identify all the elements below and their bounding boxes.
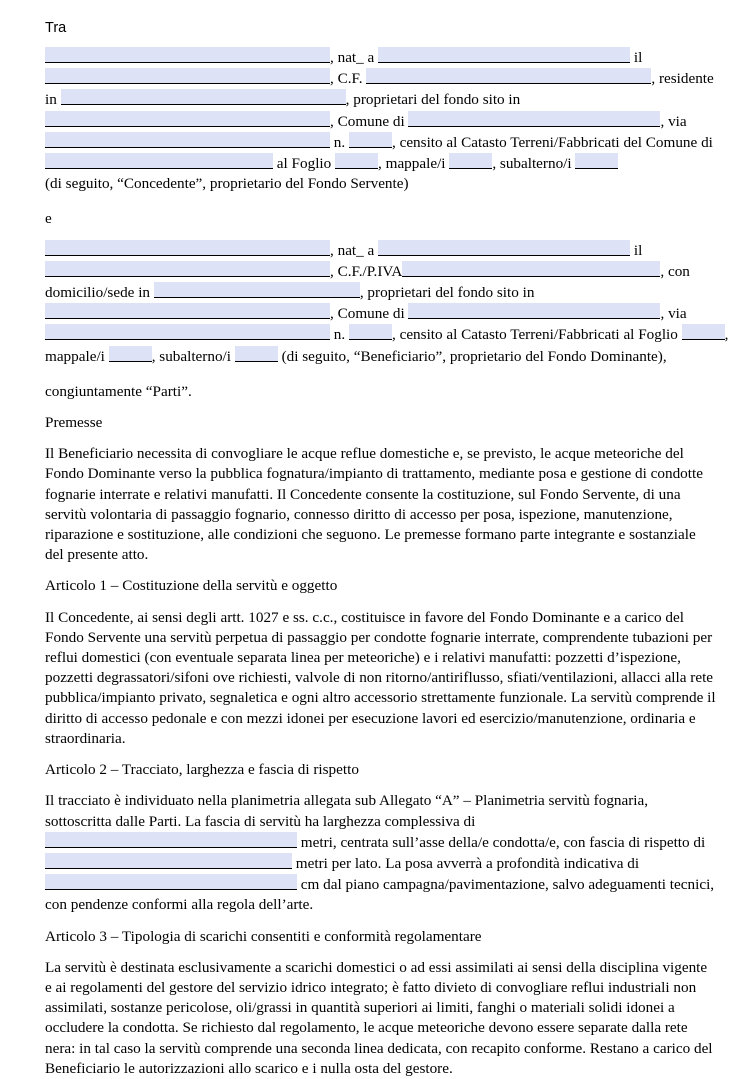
label-civico-1: n. [333, 133, 346, 151]
articolo-3-body: La servitù è destinata esclusivamente a scarichi domestici o ad essi assimilati ai sensi della disciplina vigente e ai regolamenti del gestore del servizio idrico integrato; è fatto divieto di convogliare reflui industriali non assimilati, sostanze pericolose, oli/grassi in quantità superiori ai limiti, fanghi o materiali solidi idonei a occludere la condotta. Se richiesto dal regolamento, le acque meteoriche devono essere separate dalla rete nera: in tal caso la servitù comprende una seconda linea dedicata, con recapito conforme. Restano a carico del Beneficiario le autorizzazioni allo scarico e i nulla osta del gestore. [45, 958, 713, 1077]
spacer-after-party2 [45, 369, 731, 382]
party-concedente-block [45, 47, 729, 194]
party-beneficiario-block [45, 240, 729, 367]
field-beneficiario-via[interactable] [45, 324, 330, 340]
label-il-2: il [633, 241, 643, 259]
heading-premesse: Premesse [45, 414, 103, 432]
label-via-1: , via [660, 112, 687, 130]
label-residente-1: , residente in [45, 70, 714, 109]
label-cf-piva-2: , C.F./P.IVA [330, 262, 403, 280]
label-di-1: di [701, 133, 713, 151]
field-concedente-mappale[interactable] [449, 153, 492, 169]
articolo-2-seg-3: rispetto di [644, 833, 706, 851]
section-label-e: e [45, 210, 52, 228]
label-subalterno-2: , subalterno/i [151, 347, 231, 365]
field-concedente-residenza[interactable] [61, 89, 346, 105]
section-label-tra: Tra [45, 20, 67, 36]
label-proprietari-1: , proprietari del fondo sito in [345, 91, 521, 109]
label-qualifica-beneficiario: (di seguito, “Beneficiario”, proprietario del Fondo [281, 347, 587, 365]
label-comune-di-1: , Comune di [330, 112, 405, 130]
joint-parties-label: congiuntamente “Parti”. [45, 382, 192, 400]
field-beneficiario-fondo-sito[interactable] [45, 303, 330, 319]
field-beneficiario-data-nascita[interactable] [45, 261, 330, 277]
label-civico-2: n. [333, 326, 346, 344]
field-beneficiario-codice-fiscale-piva[interactable] [402, 261, 660, 277]
premesse-body: Il Beneficiario necessita di convogliare le acque reflue domestiche e, se previsto, le acque meteoriche del Fondo Dominante verso la pubblica fognatura/impianto di trattamento, mediante posa e gestione di condotte fognarie interrate e relativi manufatti. Il Concedente consente la costituzione, sul Fondo Servente, di una servitù volontaria di passaggio fognario, connesso diritto di accesso per posa, ispezione, manutenzione, riparazione e sostituzione, alle condizioni che seguono. Le premesse formano parte integrante e sostanziale del presente atto. [45, 445, 703, 564]
spacer-after-party1 [45, 196, 731, 209]
field-beneficiario-comune[interactable] [408, 303, 660, 319]
heading-articolo-3: Articolo 3 – Tipologia di scarichi consentiti e conformità regolamentare [45, 927, 482, 945]
label-nat-a-2: , nat_ a [330, 241, 375, 259]
field-concedente-subalterno[interactable] [575, 153, 618, 169]
field-larghezza-fascia[interactable] [45, 832, 297, 848]
label-via-2: , via [660, 305, 687, 323]
articolo-2-seg-7: adeguamenti tecnici, con pendenze conformi alla regola dell’arte. [45, 876, 715, 914]
label-comune-di-2: , Comune di [330, 305, 405, 323]
articolo-2-seg-2: metri, centrata sull’asse della/e condotta/e, con fascia di [300, 833, 641, 851]
articolo-2-seg-4: metri per lato. La posa avverrà a profondità [295, 854, 560, 872]
articolo-2-body [45, 791, 717, 915]
label-mappale-2: , mappale/i [45, 326, 729, 365]
field-beneficiario-mappale[interactable] [109, 346, 152, 362]
field-concedente-via[interactable] [45, 132, 330, 148]
field-concedente-comune[interactable] [408, 111, 660, 127]
articolo-1-body: Il Concedente, ai sensi degli artt. 1027 e ss. c.c., costituisce in favore del Fondo Dominante e a carico del Fondo Servente una servitù perpetua di passaggio per condotte fognarie interrate, comprendente tubazioni per reflui domestici (con eventuale separata linea per meteoriche) e i relativi manufatti: pozzetti d’ispezione, pozzetti degrassatori/sifoni ove richiesti, valvole di non ritorno/antiriflusso, sfiati/ventilazioni, allacci alla rete pubblica/impianto privato, segnaletica e ogni altro accessorio strettamente funzionale. La servitù comprende il diritto di accesso pedonale e con mezzi idonei per esecuzione lavori ed esercizio/manutenzione, ordinaria e straordinaria. [45, 608, 716, 747]
heading-articolo-2: Articolo 2 – Tracciato, larghezza e fascia di rispetto [45, 761, 359, 779]
field-profondita-posa[interactable] [45, 874, 297, 890]
field-fascia-rispetto[interactable] [45, 853, 292, 869]
field-beneficiario-subalterno[interactable] [235, 346, 278, 362]
articolo-2-seg-6: cm dal piano campagna/pavimentazione, salvo [300, 876, 585, 894]
label-il-1: il [633, 49, 643, 66]
field-concedente-foglio[interactable] [335, 153, 378, 169]
label-censito-1: , censito al Catasto Terreni/Fabbricati del Comune [391, 133, 698, 151]
label-subalterno-1: , subalterno/i [492, 155, 572, 173]
label-domicilio-2: domicilio/sede in [45, 284, 151, 302]
articolo-2-seg-1: Il tracciato è individuato nella planimetria allegata sub Allegato “A” – Planimetria servitù fognaria, sottoscritta dalle Parti. La fascia di servitù ha larghezza complessiva di [45, 792, 649, 830]
label-con-2: , con [660, 262, 690, 280]
label-nat-a-1: , nat_ a [330, 49, 375, 66]
label-censito-2: , censito al Catasto Terreni/Fabbricati al Foglio [391, 326, 678, 344]
label-qualifica-beneficiario-2: Dominante), [590, 347, 667, 365]
field-beneficiario-foglio[interactable] [682, 324, 725, 340]
label-proprietari-2: , proprietari del fondo sito in [359, 284, 535, 302]
field-beneficiario-nome[interactable] [45, 240, 330, 256]
field-beneficiario-domicilio[interactable] [154, 282, 360, 298]
heading-articolo-1: Articolo 1 – Costituzione della servitù e oggetto [45, 577, 338, 595]
field-concedente-data-nascita[interactable] [45, 68, 330, 84]
label-al-foglio-1: al Foglio [276, 155, 332, 173]
field-concedente-fondo-sito[interactable] [45, 111, 330, 127]
field-concedente-luogo-nascita[interactable] [378, 47, 630, 63]
label-cf-1: , C.F. [330, 70, 363, 88]
field-concedente-civico[interactable] [349, 132, 392, 148]
field-beneficiario-civico[interactable] [349, 324, 392, 340]
field-concedente-codice-fiscale[interactable] [366, 68, 651, 84]
field-beneficiario-luogo-nascita[interactable] [378, 240, 630, 256]
field-concedente-nome[interactable] [45, 47, 330, 63]
articolo-2-seg-5: indicativa di [563, 854, 640, 872]
label-qualifica-concedente: (di seguito, “Concedente”, proprietario del Fondo Servente) [45, 175, 409, 193]
field-concedente-comune-catasto[interactable] [45, 153, 273, 169]
label-mappale-1: , mappale/i [378, 155, 446, 173]
